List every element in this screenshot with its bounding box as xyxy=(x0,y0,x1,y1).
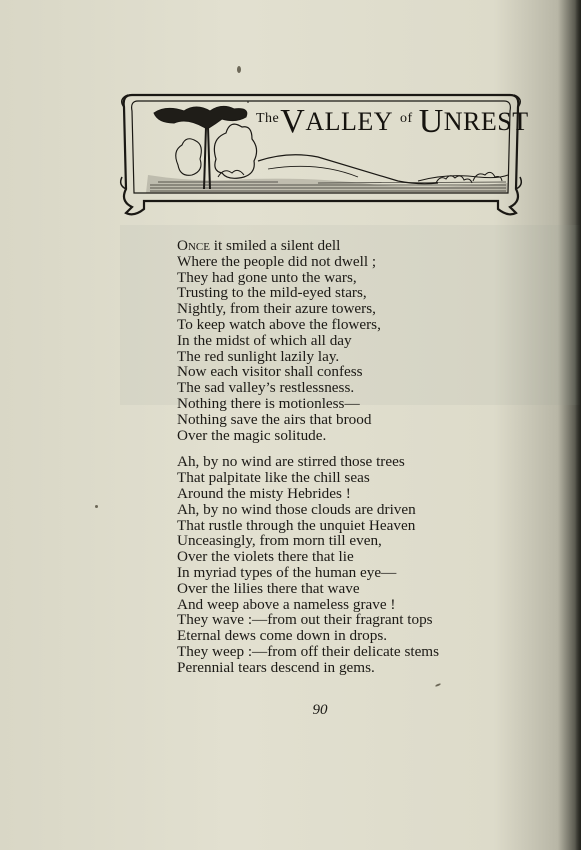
poem-line: Nightly, from their azure towers, xyxy=(177,300,376,318)
poem-line: That palpitate like the chill seas xyxy=(177,469,370,487)
poem-line: Now each visitor shall confess xyxy=(177,363,363,381)
poem-line: The sad valley’s restlessness. xyxy=(177,379,355,397)
poem-line: They had gone unto the wars, xyxy=(177,268,357,286)
stanza-1 xyxy=(177,238,517,443)
poem-line: The red sunlight lazily lay. xyxy=(177,347,340,365)
title-word-valley: ALLEY xyxy=(305,107,394,136)
poem-line: Eternal dews come down in drops. xyxy=(177,627,388,645)
page-title xyxy=(256,101,529,140)
stanza-2 xyxy=(177,454,517,675)
poem-line: Where the people did not dwell ; xyxy=(177,252,377,270)
poem-line: Perennial tears descend in gems. xyxy=(177,658,375,676)
title-word-unrest: NREST xyxy=(443,107,529,136)
poem-line: That rustle through the unquiet Heaven xyxy=(177,516,416,534)
title-of: of xyxy=(400,111,413,126)
page-edge-shadow xyxy=(575,0,581,850)
title-the: The xyxy=(256,111,280,126)
opening-word: Once xyxy=(177,237,210,254)
poem-line: Over the violets there that lie xyxy=(177,548,354,566)
paper-speck xyxy=(237,66,241,73)
poem-line: Unceasingly, from morn till even, xyxy=(177,532,382,550)
poem-line xyxy=(177,238,517,254)
poem-line: And weep above a nameless grave ! xyxy=(177,595,396,613)
opening-line-rest: it smiled a silent dell xyxy=(209,237,341,254)
poem-line: Trusting to the mild-eyed stars, xyxy=(177,284,367,302)
poem-line: They wave :—from out their fragrant tops xyxy=(177,611,433,629)
poem-line: They weep :—from off their delicate stems xyxy=(177,642,440,660)
poem-line: Nothing there is motionless— xyxy=(177,394,360,412)
poem-line: Over the magic solitude. xyxy=(177,426,327,444)
poem-line: Ah, by no wind those clouds are driven xyxy=(177,500,416,518)
title-initial-u: U xyxy=(418,103,444,140)
poem-line: In the midst of which all day xyxy=(177,331,352,349)
paper-speck xyxy=(95,505,98,508)
poem-line: In myriad types of the human eye— xyxy=(177,563,397,581)
poem-body xyxy=(177,238,517,676)
poem-line: To keep watch above the flowers, xyxy=(177,315,381,333)
poem-line: Over the lilies there that wave xyxy=(177,579,360,597)
page-number: 90 xyxy=(312,702,328,718)
title-initial-v: V xyxy=(280,103,306,140)
poem-line: Nothing save the airs that brood xyxy=(177,410,372,428)
poem-line: Around the misty Hebrides ! xyxy=(177,484,351,502)
poem-line: Ah, by no wind are stirred those trees xyxy=(177,453,405,471)
